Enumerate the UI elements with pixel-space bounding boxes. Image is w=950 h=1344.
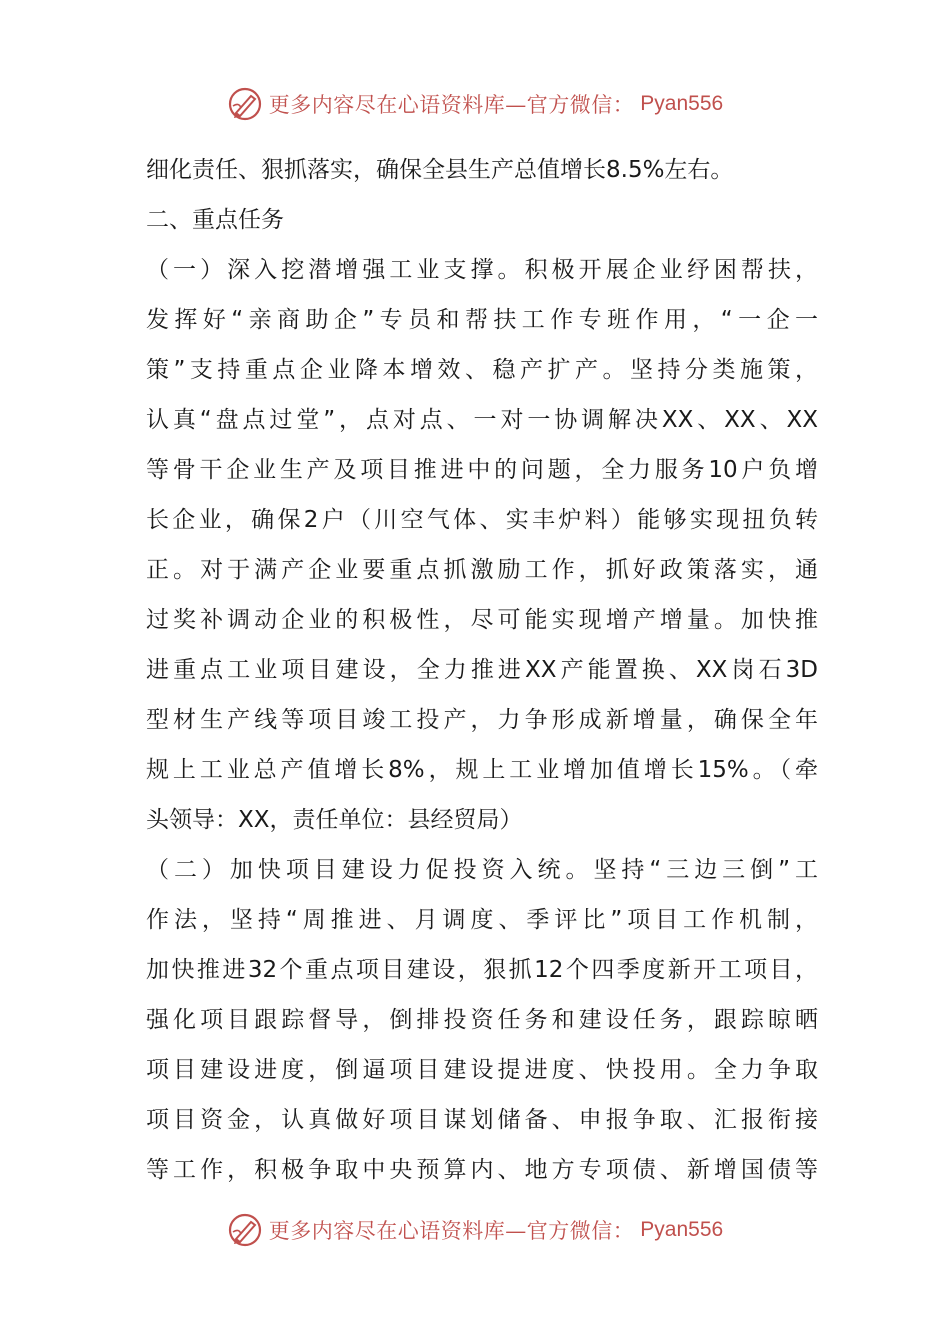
text-line: 过奖补调动企业的积极性，尽可能实现增产增量。加快推 — [146, 607, 818, 633]
text-line: 策”支持重点企业降本增效、稳产扩产。坚持分类施策， — [146, 357, 818, 383]
text-line: 作法，坚持“周推进、月调度、季评比”项目工作机制， — [146, 907, 818, 933]
text-line: 等工作，积极争取中央预算内、地方专项债、新增国债等 — [146, 1157, 818, 1183]
text-line: 等骨干企业生产及项目推进中的问题，全力服务10户负增 — [146, 457, 818, 483]
text-line: 正。对于满产企业要重点抓激励工作，抓好政策落实，通 — [146, 557, 818, 583]
text-line: 认真“盘点过堂”，点对点、一对一协调解决XX、XX、XX — [146, 407, 818, 433]
text-line: 进重点工业项目建设，全力推进XX产能置换、XX岗石3D — [146, 657, 818, 683]
header-watermark — [0, 82, 950, 126]
text-line: 头领导：XX，责任单位：县经贸局） — [146, 807, 523, 833]
text-line: 项目资金，认真做好项目谋划储备、申报争取、汇报衔接 — [146, 1107, 818, 1133]
pen-logo-icon — [227, 86, 263, 122]
text-line: 发挥好“亲商助企”专员和帮扶工作专班作用，“一企一 — [146, 307, 818, 333]
text-line: 长企业，确保2户（川空气体、实丰炉料）能够实现扭负转 — [146, 507, 818, 533]
text-line: （一）深入挖潜增强工业支撑。积极开展企业纾困帮扶， — [146, 257, 818, 283]
watermark-brand: Pyan556 — [640, 92, 724, 115]
text-line: 细化责任、狠抓落实，确保全县生产总值增长8.5%左右。 — [146, 157, 734, 183]
watermark-brand: Pyan556 — [640, 1218, 724, 1241]
text-line: 加快推进32个重点项目建设，狠抓12个四季度新开工项目， — [146, 957, 818, 983]
watermark-text: 更多内容尽在心语资料库—官方微信： — [268, 93, 635, 117]
text-line: 强化项目跟踪督导，倒排投资任务和建设任务，跟踪晾晒 — [146, 1007, 818, 1033]
text-line: 型材生产线等项目竣工投产，力争形成新增量，确保全年 — [146, 707, 818, 733]
text-line: 项目建设进度，倒逼项目建设提进度、快投用。全力争取 — [146, 1057, 818, 1083]
text-line: 二、重点任务 — [146, 207, 284, 233]
text-line: 规上工业总产值增长8%，规上工业增加值增长15%。（牵 — [146, 757, 818, 783]
pen-logo-icon — [227, 1212, 263, 1248]
text-line: （二）加快项目建设力促投资入统。坚持“三边三倒”工 — [146, 857, 818, 883]
footer-watermark — [0, 1208, 950, 1252]
document-body — [146, 145, 818, 1195]
watermark-text: 更多内容尽在心语资料库—官方微信： — [268, 1219, 635, 1243]
